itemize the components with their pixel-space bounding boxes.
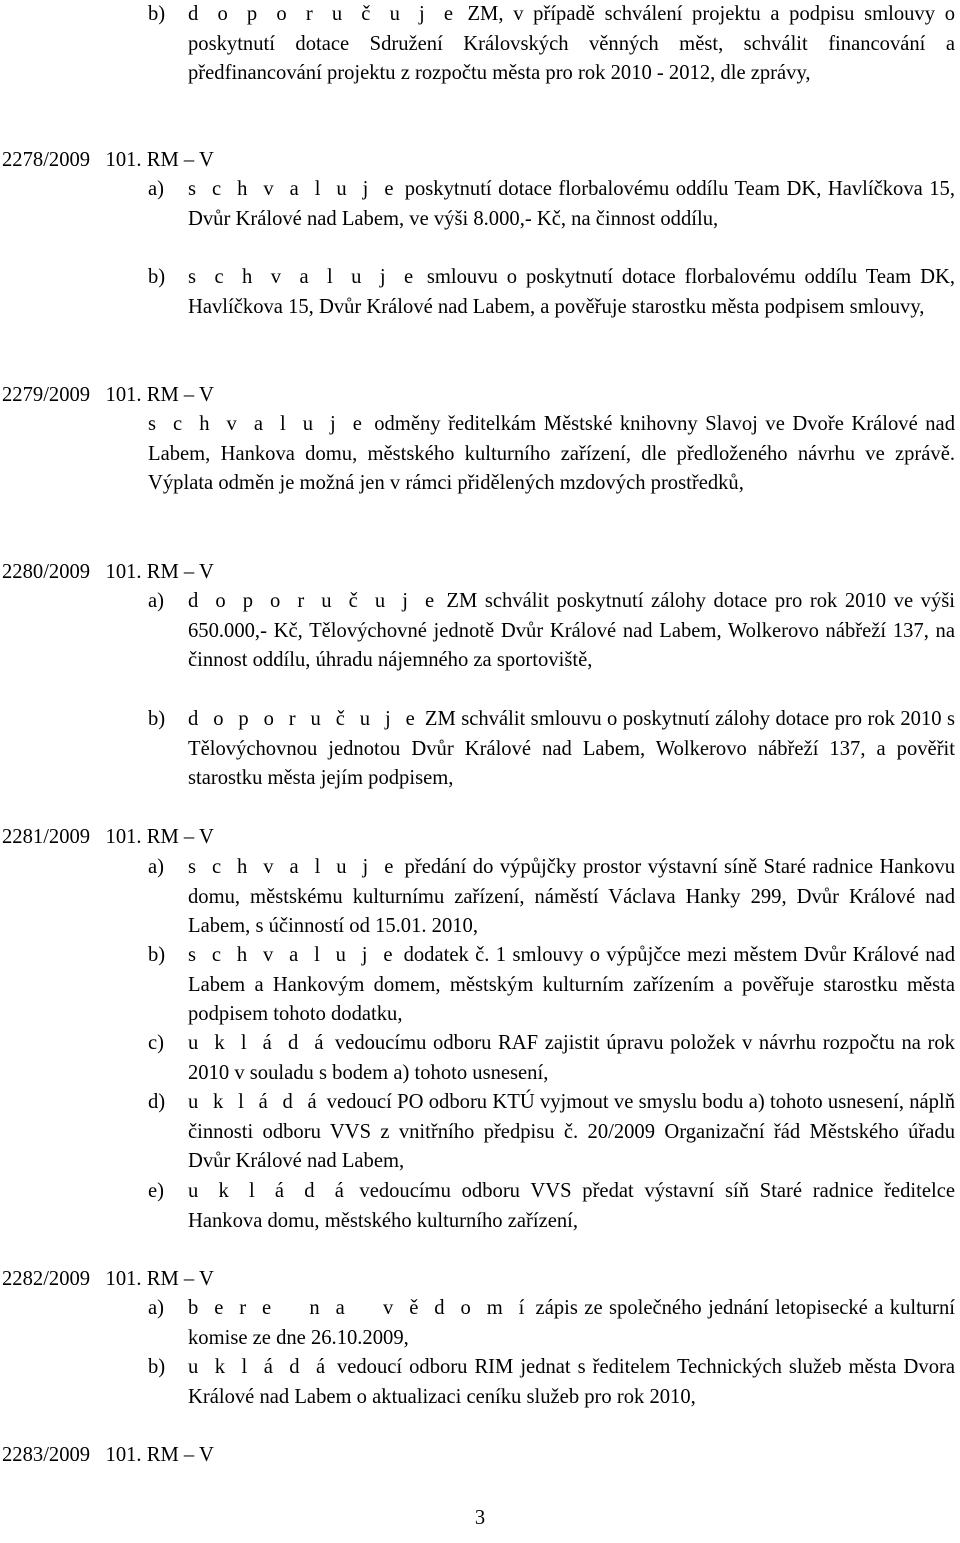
item-text: b e r e n a v ě d o m í zápis ze společného jednání letopisecké a kulturní komise ze dne 26.10.2009, [188,1297,956,1349]
list-item [148,263,955,322]
list-item [148,175,955,234]
list-item [148,941,955,1030]
item-text: s c h v a l u j e předání do výpůjčky prostor výstavní síně Staré radnice Hankovu domu, městskému kulturnímu zařízení, náměstí Václava Hanky 299, Dvůr Králové nad Labem, s účinností od 15.01. 2010, [188,856,955,937]
item-text: u k l á d á vedoucí odboru RIM jednat s ředitelem Technických služeb města Dvora Králové nad Labem o aktualizaci ceníku služeb pro rok 2010, [188,1356,955,1408]
resolution-header: 2282/2009 101. RM – V [2,1268,214,1290]
item-text: d o p o r u č u j e ZM, v případě schválení projektu a podpisu smlouvy o poskytnutí dotace Sdružení Královských věnných měst, schválit financování a předfinancování projektu z rozpočtu města pro rok 2010 - 2012, dle zprávy, [188,3,956,84]
item-verb: d o p o r u č u j e [188,708,420,730]
item-label: b) [148,1356,166,1378]
intro-item [148,0,955,89]
resolution-header: 2280/2009 101. RM – V [2,561,214,583]
list-item [148,1029,955,1088]
item-label: a) [148,178,164,200]
item-verb: u k l á d á [188,1091,322,1113]
item-label: e) [148,1180,164,1202]
item-text: u k l á d á vedoucímu odboru VVS předat výstavní síň Staré radnice ředitelce Hankova domu, městského kulturního zařízení, [188,1180,955,1232]
item-text: d o p o r u č u j e ZM schválit poskytnutí zálohy dotace pro rok 2010 ve výši 650.000,- Kč, Tělovýchovné jednotě Dvůr Králové nad Labem, Wolkerovo nábřeží 137, na činnost oddílu, úhradu nájemného za sportoviště, [188,590,955,671]
item-text: s c h v a l u j e smlouvu o poskytnutí dotace florbalovému oddílu Team DK, Havlíčkova 15, Dvůr Králové nad Labem, a pověřuje starostku města podpisem smlouvy, [188,266,955,318]
item-label: d) [148,1091,166,1113]
item-label: b) [148,266,166,288]
item-verb: d o p o r u č u j e [188,3,458,25]
item-verb: s c h v a l u j e [188,266,418,288]
resolution-header: 2278/2009 101. RM – V [2,149,214,171]
item-text: s c h v a l u j e poskytnutí dotace florbalovému oddílu Team DK, Havlíčkova 15, Dvůr Králové nad Labem, ve výši 8.000,- Kč, na činnost oddílu, [188,178,955,230]
list-item [148,587,955,676]
resolution-header: 2279/2009 101. RM – V [2,384,214,406]
item-verb: u k l á d á [188,1032,329,1054]
list-item [148,853,955,942]
item-label: b) [148,944,166,966]
item-verb: b e r e n a v ě d o m í [188,1297,530,1319]
item-text: u k l á d á vedoucí PO odboru KTÚ vyjmout ve smyslu bodu a) tohoto usnesení, náplň činnosti odboru VVS z vnitřního předpisu č. 20/2009 Organizační řád Městského úřadu Dvůr Králové nad Labem, [188,1091,955,1172]
item-label: a) [148,1297,164,1319]
item-label: a) [148,856,164,878]
item-label: c) [148,1032,164,1054]
item-text: s c h v a l u j e dodatek č. 1 smlouvy o výpůjčce mezi městem Dvůr Králové nad Labem a Hankovým domem, městským kulturním zařízením a pověřuje starostku města podpisem tohoto dodatku, [188,944,955,1025]
item-label: b) [148,708,166,730]
item-verb: s c h v a l u j e [188,178,399,200]
resolution-header: 2281/2009 101. RM – V [2,826,214,848]
page-number: 3 [474,1507,486,1529]
item-verb: s c h v a l u j e [188,944,398,966]
item-label: b) [148,3,166,25]
item-label: a) [148,590,164,612]
item-text: u k l á d á vedoucímu odboru RAF zajistit úpravu položek v návrhu rozpočtu na rok 2010 v souladu s bodem a) tohoto usnesení, [188,1032,955,1084]
list-item [148,705,955,794]
list-item [148,1177,955,1236]
list-item [148,1353,955,1412]
list-item [148,1294,955,1353]
item-verb: s c h v a l u j e [188,856,399,878]
item-verb: u k l á d á [188,1356,330,1378]
item-verb: u k l á d á [188,1180,349,1202]
resolution-text: s c h v a l u j e odměny ředitelkám Městské knihovny Slavoj ve Dvoře Králové nad Labem, Hankova domu, městského kulturního zařízení, dle předloženého návrhu ve zprávě. Výplata odměn je možná jen v rámci přidělených mzdových prostředků, [148,413,955,494]
list-item [148,1088,955,1177]
item-verb: s c h v a l u j e [148,413,367,435]
resolution-header: 2283/2009 101. RM – V [2,1444,214,1466]
item-text: d o p o r u č u j e ZM schválit smlouvu o poskytnutí zálohy dotace pro rok 2010 s Tělovýchovnou jednotou Dvůr Králové nad Labem, Wolkerovo nábřeží 137, a pověřit starostku města jejím podpisem, [188,708,955,789]
item-verb: d o p o r u č u j e [188,590,439,612]
